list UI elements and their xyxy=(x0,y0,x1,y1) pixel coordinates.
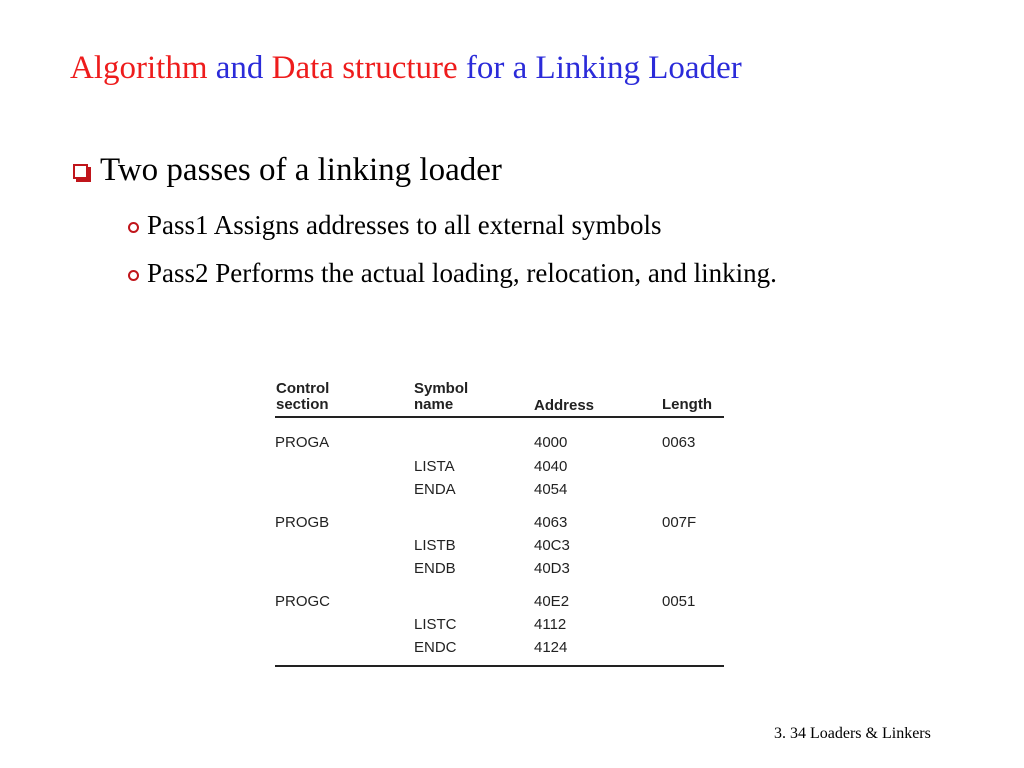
cell-control: PROGA xyxy=(275,434,330,451)
slide-title xyxy=(70,50,742,87)
header-control-line1: Control xyxy=(276,380,330,397)
cell-address: 40D3 xyxy=(534,560,570,577)
title-and: and xyxy=(215,50,264,86)
cell-address: 4063 xyxy=(534,514,568,531)
bullet-main xyxy=(73,152,502,189)
cell-address: 4000 xyxy=(534,434,568,451)
cell-length: 007F xyxy=(662,514,697,531)
cell-symbol: LISTA xyxy=(414,458,455,475)
cell-address: 4124 xyxy=(534,639,568,656)
title-linking-loader: for a Linking Loader xyxy=(465,50,742,86)
header-address: Address xyxy=(534,397,595,414)
estab-table xyxy=(272,378,728,673)
header-symbol-name xyxy=(414,381,468,413)
bullet-sub-1 xyxy=(128,210,661,241)
table-bottom-rule xyxy=(275,665,724,667)
cell-address: 4040 xyxy=(534,458,568,475)
table-top-rule xyxy=(275,416,724,418)
cell-length: 0063 xyxy=(662,434,696,451)
header-length: Length xyxy=(662,396,712,413)
bullet-sub-2 xyxy=(128,258,777,289)
title-data-structure: Data structure xyxy=(271,50,458,86)
cell-address: 4054 xyxy=(534,481,568,498)
cell-control: PROGB xyxy=(275,514,330,531)
bullet-sub-2-text: Pass2 Performs the actual loading, relocation, and linking. xyxy=(147,258,777,288)
cell-length: 0051 xyxy=(662,593,696,610)
cell-symbol: ENDB xyxy=(414,560,456,577)
cell-address: 40C3 xyxy=(534,537,570,554)
header-symbol-line2: name xyxy=(414,396,454,413)
bullet-sub-1-text: Pass1 Assigns addresses to all external symbols xyxy=(147,210,662,240)
title-algorithm: Algorithm xyxy=(70,50,208,86)
square-bullet-icon xyxy=(73,164,88,179)
header-control-section xyxy=(276,381,329,413)
cell-address: 4112 xyxy=(534,616,567,633)
slide-footer: 3. 34 Loaders & Linkers xyxy=(774,725,931,742)
cell-symbol: LISTB xyxy=(414,537,456,554)
cell-symbol: LISTC xyxy=(414,616,457,633)
cell-symbol: ENDA xyxy=(414,481,456,498)
bullet-main-text: Two passes of a linking loader xyxy=(100,152,502,188)
circle-bullet-icon xyxy=(128,270,139,281)
header-symbol-line1: Symbol xyxy=(414,380,469,397)
circle-bullet-icon xyxy=(128,222,139,233)
cell-symbol: ENDC xyxy=(414,639,457,656)
header-control-line2: section xyxy=(276,396,329,413)
cell-control: PROGC xyxy=(275,593,331,610)
cell-address: 40E2 xyxy=(534,593,570,610)
